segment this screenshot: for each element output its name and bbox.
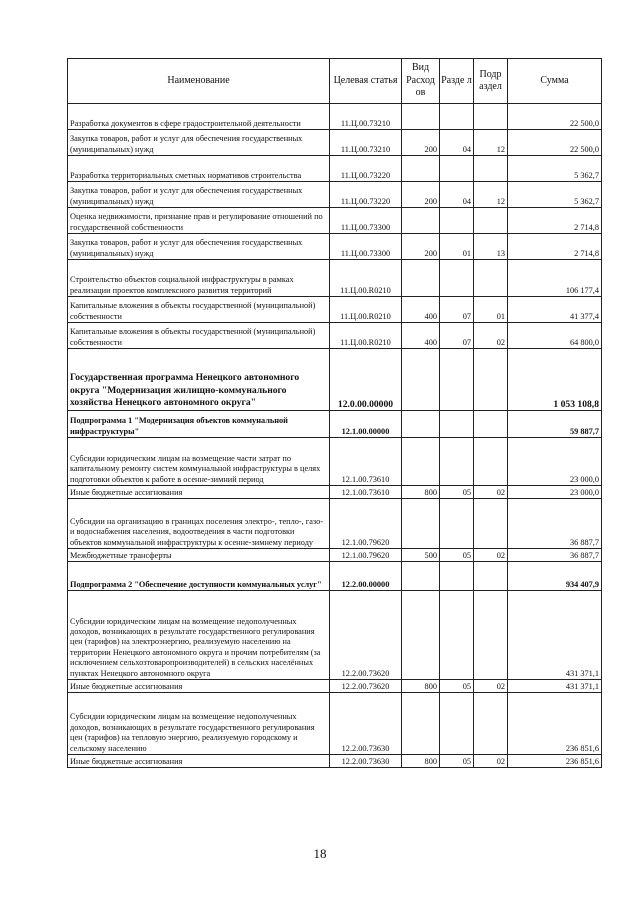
budget-table bbox=[67, 58, 602, 768]
row-name: Капитальные вложения в объекты государственной (муниципальной) собственности bbox=[68, 323, 330, 349]
row-section bbox=[440, 591, 474, 680]
row-subsection: 01 bbox=[474, 297, 508, 323]
row-subsection bbox=[474, 499, 508, 549]
row-expense-type: 200 bbox=[402, 130, 440, 156]
table-row bbox=[68, 297, 602, 323]
row-expense-type bbox=[402, 438, 440, 486]
row-name: Строительство объектов социальной инфраструктуры в рамках реализации проектов комплексного развития территорий bbox=[68, 260, 330, 297]
row-sum: 22 500,0 bbox=[508, 104, 602, 130]
row-sum: 236 851,6 bbox=[508, 693, 602, 755]
row-expense-type: 800 bbox=[402, 486, 440, 499]
table-row bbox=[68, 438, 602, 486]
row-section: 07 bbox=[440, 323, 474, 349]
row-sum: 23 000,0 bbox=[508, 486, 602, 499]
row-section: 05 bbox=[440, 549, 474, 562]
row-sum: 431 371,1 bbox=[508, 591, 602, 680]
row-expense-type bbox=[402, 562, 440, 591]
row-section: 05 bbox=[440, 680, 474, 693]
row-target-code: 11.Ц.00.73300 bbox=[330, 208, 402, 234]
row-section bbox=[440, 499, 474, 549]
row-subsection: 02 bbox=[474, 323, 508, 349]
table-header-row bbox=[68, 59, 602, 104]
row-name: Межбюджетные трансферты bbox=[68, 549, 330, 562]
row-expense-type: 200 bbox=[402, 182, 440, 208]
row-subsection bbox=[474, 411, 508, 438]
row-expense-type bbox=[402, 260, 440, 297]
row-subsection bbox=[474, 104, 508, 130]
row-section: 05 bbox=[440, 486, 474, 499]
row-sum: 23 000,0 bbox=[508, 438, 602, 486]
col-header-subsection: Подр аздел bbox=[474, 59, 508, 104]
row-subsection: 12 bbox=[474, 130, 508, 156]
table-row bbox=[68, 349, 602, 411]
table-row bbox=[68, 411, 602, 438]
row-target-code: 11.Ц.00.73210 bbox=[330, 104, 402, 130]
row-sum: 22 500,0 bbox=[508, 130, 602, 156]
row-section: 05 bbox=[440, 755, 474, 768]
row-name: Закупка товаров, работ и услуг для обеспечения государственных (муниципальных) нужд bbox=[68, 182, 330, 208]
row-name: Разработка территориальных сметных нормативов строительства bbox=[68, 156, 330, 182]
row-expense-type bbox=[402, 156, 440, 182]
row-subsection: 12 bbox=[474, 182, 508, 208]
row-expense-type bbox=[402, 693, 440, 755]
table-row bbox=[68, 693, 602, 755]
row-section: 07 bbox=[440, 297, 474, 323]
row-sum: 41 377,4 bbox=[508, 297, 602, 323]
row-expense-type: 800 bbox=[402, 755, 440, 768]
table-row bbox=[68, 680, 602, 693]
row-sum: 5 362,7 bbox=[508, 182, 602, 208]
row-sum: 106 177,4 bbox=[508, 260, 602, 297]
row-section bbox=[440, 156, 474, 182]
row-expense-type: 800 bbox=[402, 680, 440, 693]
row-section bbox=[440, 562, 474, 591]
row-subsection: 02 bbox=[474, 549, 508, 562]
row-subsection bbox=[474, 693, 508, 755]
row-expense-type bbox=[402, 591, 440, 680]
row-target-code: 12.2.00.73630 bbox=[330, 755, 402, 768]
row-section: 04 bbox=[440, 182, 474, 208]
row-name: Подпрограмма 1 "Модернизация объектов коммунальной инфраструктуры" bbox=[68, 411, 330, 438]
row-expense-type bbox=[402, 499, 440, 549]
row-name: Иные бюджетные ассигнования bbox=[68, 680, 330, 693]
table-row bbox=[68, 755, 602, 768]
row-sum: 5 362,7 bbox=[508, 156, 602, 182]
table-row bbox=[68, 323, 602, 349]
table-row bbox=[68, 104, 602, 130]
row-section: 01 bbox=[440, 234, 474, 260]
row-target-code: 12.2.00.73630 bbox=[330, 693, 402, 755]
row-subsection: 02 bbox=[474, 755, 508, 768]
row-expense-type bbox=[402, 411, 440, 438]
col-header-expense-type: Вид Расход ов bbox=[402, 59, 440, 104]
row-name: Субсидии юридическим лицам на возмещение недополученных доходов, возникающих в результате государственного регулирования цен (тарифов) на тепловую энергию, реализуемую городскому и сельскому населению bbox=[68, 693, 330, 755]
row-section: 04 bbox=[440, 130, 474, 156]
row-target-code: 12.0.00.00000 bbox=[330, 349, 402, 411]
row-name: Закупка товаров, работ и услуг для обеспечения государственных (муниципальных) нужд bbox=[68, 130, 330, 156]
table-row bbox=[68, 260, 602, 297]
row-subsection bbox=[474, 156, 508, 182]
row-target-code: 11.Ц.00.R0210 bbox=[330, 297, 402, 323]
row-target-code: 11.Ц.00.73220 bbox=[330, 156, 402, 182]
row-section bbox=[440, 104, 474, 130]
row-subsection bbox=[474, 591, 508, 680]
table-row bbox=[68, 182, 602, 208]
row-name: Капитальные вложения в объекты государственной (муниципальной) собственности bbox=[68, 297, 330, 323]
col-header-name: Наименование bbox=[68, 59, 330, 104]
row-target-code: 11.Ц.00.R0210 bbox=[330, 260, 402, 297]
row-name: Субсидии юридическим лицам на возмещение части затрат по капитальному ремонту систем коммунальной инфраструктуры в целях подготовки объектов к работе в осенне-зимний период bbox=[68, 438, 330, 486]
row-name: Подпрограмма 2 "Обеспечение доступности коммунальных услуг" bbox=[68, 562, 330, 591]
page-number: 18 bbox=[313, 846, 327, 861]
row-sum: 64 800,0 bbox=[508, 323, 602, 349]
row-expense-type bbox=[402, 349, 440, 411]
row-subsection: 13 bbox=[474, 234, 508, 260]
table-row bbox=[68, 234, 602, 260]
row-sum: 236 851,6 bbox=[508, 755, 602, 768]
row-target-code: 12.1.00.79620 bbox=[330, 549, 402, 562]
row-name: Закупка товаров, работ и услуг для обеспечения государственных (муниципальных) нужд bbox=[68, 234, 330, 260]
row-name: Субсидии на организацию в границах поселения электро-, тепло-, газо- и водоснабжения населения, водоотведения в части подготовки объектов коммунальной инфраструктуры к осенне-зимнему периоду bbox=[68, 499, 330, 549]
table-row bbox=[68, 130, 602, 156]
row-subsection bbox=[474, 562, 508, 591]
row-subsection bbox=[474, 349, 508, 411]
row-target-code: 11.Ц.00.73220 bbox=[330, 182, 402, 208]
row-section bbox=[440, 260, 474, 297]
row-sum: 36 887,7 bbox=[508, 549, 602, 562]
table-row bbox=[68, 549, 602, 562]
row-sum: 36 887,7 bbox=[508, 499, 602, 549]
row-sum: 934 407,9 bbox=[508, 562, 602, 591]
row-name: Разработка документов в сфере градостроительной деятельности bbox=[68, 104, 330, 130]
row-target-code: 12.1.00.73610 bbox=[330, 438, 402, 486]
row-target-code: 12.1.00.79620 bbox=[330, 499, 402, 549]
table-row bbox=[68, 562, 602, 591]
row-target-code: 12.1.00.73610 bbox=[330, 486, 402, 499]
table-row bbox=[68, 156, 602, 182]
table-row bbox=[68, 499, 602, 549]
row-section bbox=[440, 208, 474, 234]
row-target-code: 11.Ц.00.73210 bbox=[330, 130, 402, 156]
row-sum: 2 714,8 bbox=[508, 208, 602, 234]
row-target-code: 12.2.00.73620 bbox=[330, 680, 402, 693]
row-name: Оценка недвижимости, признание прав и регулирование отношений по государственной собственности bbox=[68, 208, 330, 234]
row-sum: 2 714,8 bbox=[508, 234, 602, 260]
row-name: Субсидии юридическим лицам на возмещение недополученных доходов, возникающих в результате государственного регулирования цен (тарифов) на электроэнергию, реализуемую населению на территории Ненецкого автономного округа и прочим потребителям (за исключением сельхозтоваропроизводителей) в сельских населённых пунктах Ненецкого автономного округа bbox=[68, 591, 330, 680]
row-subsection: 02 bbox=[474, 680, 508, 693]
col-header-section: Разде л bbox=[440, 59, 474, 104]
row-section bbox=[440, 693, 474, 755]
col-header-sum: Сумма bbox=[508, 59, 602, 104]
table-row bbox=[68, 591, 602, 680]
row-expense-type: 500 bbox=[402, 549, 440, 562]
row-sum: 1 053 108,8 bbox=[508, 349, 602, 411]
row-subsection bbox=[474, 260, 508, 297]
row-target-code: 12.1.00.00000 bbox=[330, 411, 402, 438]
table-row bbox=[68, 208, 602, 234]
row-sum: 59 887,7 bbox=[508, 411, 602, 438]
row-target-code: 12.2.00.00000 bbox=[330, 562, 402, 591]
row-target-code: 11.Ц.00.R0210 bbox=[330, 323, 402, 349]
row-name: Государственная программа Ненецкого автономного округа "Модернизация жилищно-коммунального хозяйства Ненецкого автономного округа" bbox=[68, 349, 330, 411]
row-section bbox=[440, 411, 474, 438]
row-target-code: 12.2.00.73620 bbox=[330, 591, 402, 680]
row-expense-type bbox=[402, 208, 440, 234]
row-subsection bbox=[474, 438, 508, 486]
row-section bbox=[440, 438, 474, 486]
row-expense-type: 400 bbox=[402, 297, 440, 323]
row-target-code: 11.Ц.00.73300 bbox=[330, 234, 402, 260]
row-section bbox=[440, 349, 474, 411]
row-name: Иные бюджетные ассигнования bbox=[68, 486, 330, 499]
row-sum: 431 371,1 bbox=[508, 680, 602, 693]
row-expense-type: 400 bbox=[402, 323, 440, 349]
col-header-target: Целевая статья bbox=[330, 59, 402, 104]
table-row bbox=[68, 486, 602, 499]
row-expense-type bbox=[402, 104, 440, 130]
row-expense-type: 200 bbox=[402, 234, 440, 260]
row-subsection bbox=[474, 208, 508, 234]
row-name: Иные бюджетные ассигнования bbox=[68, 755, 330, 768]
row-subsection: 02 bbox=[474, 486, 508, 499]
